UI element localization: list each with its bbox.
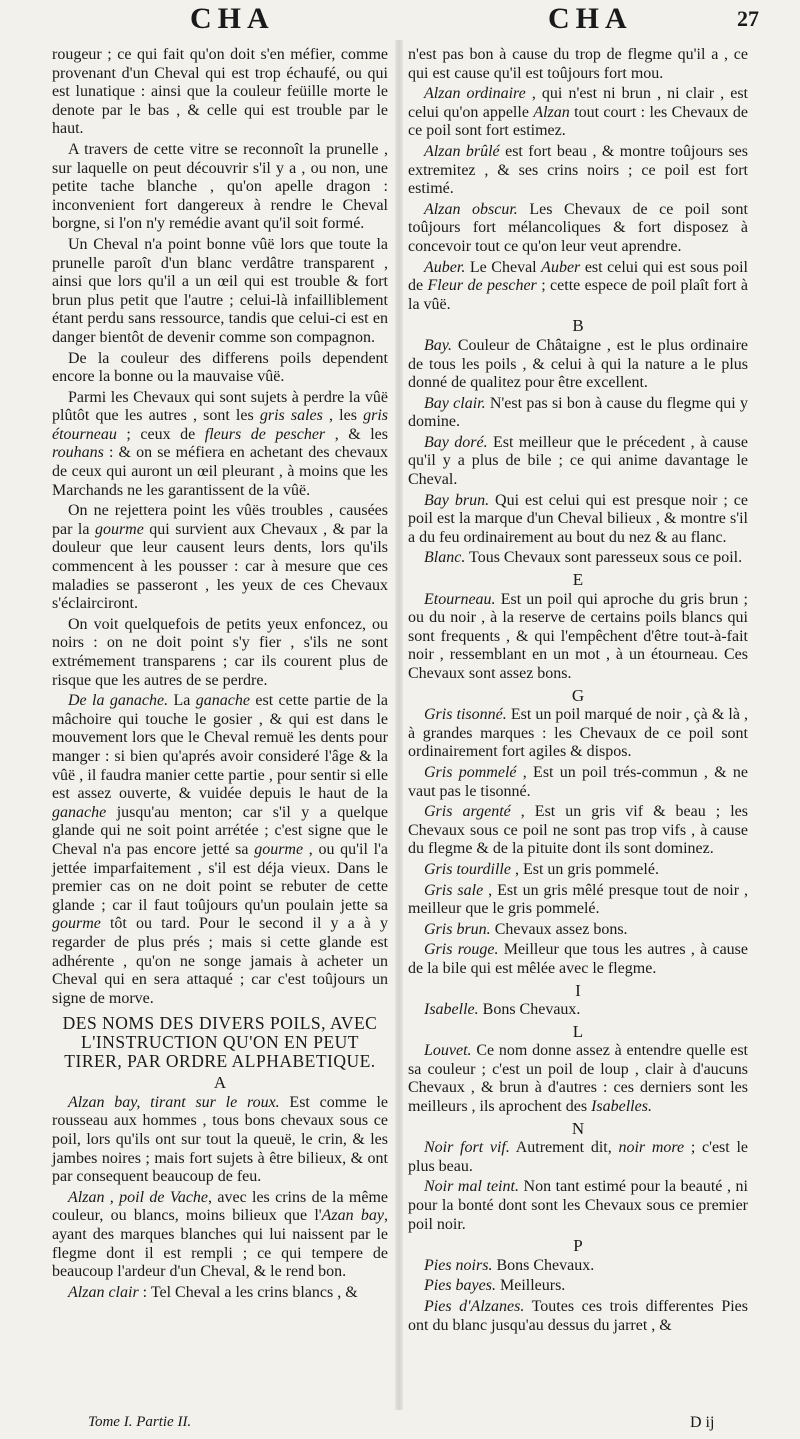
entry-paragraph: Blanc. Tous Chevaux sont paresseux sous ce poil.: [424, 549, 743, 567]
entry-paragraph: Alzan obscur. Les Chevaux de ce poil sont toûjours fort mélancoliques & fort disposez à concevoir tout ce qu'on leur veut aprendre.: [408, 200, 749, 255]
entry-paragraph: Alzan clair : Tel Cheval a les crins blancs , &: [68, 1283, 358, 1301]
paragraph: De la couleur des differens poils dependent encore la bonne ou la mauvaise vûë.: [52, 349, 388, 386]
entry-paragraph: Pies noirs. Bons Chevaux.: [424, 1256, 595, 1274]
left-column: [52, 46, 388, 1304]
entry-paragraph: Bay. Couleur de Châtaigne , est le plus ordinaire de tous les poils , & celui à qui la nature a le plus donné de qualitez pour être excellent.: [408, 336, 748, 392]
running-head-right: CHA: [548, 2, 633, 35]
alphabet-letter: L: [572, 1021, 584, 1041]
entry-paragraph: Auber. Le Cheval Auber est celui qui est sous poil de Fleur de pescher ; cette espece de poil plaît fort à la vûë.: [408, 258, 749, 313]
alphabet-letter: A: [213, 1073, 227, 1093]
section-heading: DES NOMS DES DIVERS POILS, AVEC L'INSTRUCTION QU'ON EN PEUT TIRER, PAR ORDRE ALPHABETIQUE.: [62, 1013, 378, 1072]
entry-paragraph: Louvet. Ce nom donne assez à entendre quelle est sa couleur ; c'est un poil de loup , clair à d'aucuns Chevaux , & brun à d'autres : ces derniers sont les meilleurs , ils aprochent des Isabelles.: [408, 1042, 748, 1116]
entry-paragraph: Bay doré. Est meilleur que le précedent , à cause qu'il y a plus de bile ; ce qui anime davantage le Cheval.: [408, 433, 749, 489]
alphabet-letter: P: [573, 1236, 583, 1256]
entry-paragraph: Alzan bay, tirant sur le roux. Est comme le rousseau aux hommes , tous bons chevaux sous ce poil, lors qu'ils ont sur tout la queuë, le crin, & les jambes noires ; mais fort sujets à être bilieux, & ont par consequent beaucoup de feu.: [52, 1093, 388, 1186]
entry-paragraph: Gris sale , Est un gris mêlé presque tout de noir , meilleur que le gris pommelé.: [408, 881, 748, 918]
entry-paragraph: Alzan , poil de Vache, avec les crins de la même couleur, ou blancs, moins bilieux que l'Azan bay, ayant des marques blanches qui lui naissent par le flegme dont il est rempli ; ce qui tempere de beaucoup l'ardeur d'un Cheval, & le rend bon.: [52, 1188, 388, 1281]
entry-paragraph: Alzan ordinaire , qui n'est ni brun , ni clair , est celui qu'on appelle Alzan tout court : les Chevaux de ce poil sont fort estimez.: [408, 85, 749, 140]
entry-paragraph: Etourneau. Est un poil qui aproche du gris brun ; ou du noir , à la reserve de certains poils blancs qui sont frequents , & qui l'empêchent d'être tout-à-fait noir , ressemblant en un mot , à un étourneau. Ces Chevaux sont assez bons.: [408, 590, 748, 682]
alphabet-letter: I: [575, 980, 581, 1000]
right-column: [408, 46, 748, 1337]
alphabet-letter: G: [571, 685, 585, 705]
alphabet-letter: E: [572, 570, 584, 590]
page-gutter: [395, 40, 403, 1410]
alphabet-letter: N: [571, 1118, 585, 1138]
entry-paragraph: Gris tourdille , Est un gris pommelé.: [424, 860, 659, 878]
paragraph: On ne rejettera point les vûës troubles , causées par la gourme qui survient aux Chevaux , & par la douleur que leur causent leurs dents, lors qu'ils commencent à les pousser : car à mesure que ces maladies se passeront , les yeux de ces Chevaux s'éclairciront.: [52, 502, 389, 613]
entry-paragraph: n'est pas bon à cause du trop de flegme qu'il a , ce qui est cause qu'il est toûjours fort mou.: [408, 46, 748, 82]
entry-paragraph: Noir fort vif. Autrement dit, noir more ; c'est le plus beau.: [408, 1139, 748, 1175]
page-number: 27: [737, 6, 759, 31]
paragraph: De la ganache. La ganache est cette partie de la mâchoire qui touche le gosier , & qui est dans le mouvement lors que le Cheval remuë les dents pour manger : si bien qu'aprés avoir consideré l'âge & la vûë , il faudra manier cette partie , pour sentir si elle est assez ouverte, & vuidée depuis le haut de la ganache jusqu'au menton; car s'il y a quelque glande qui ne soit point arrétée ; c'est signe que le Cheval n'a pas encore jetté sa gourme , ou qu'il l'a jettée imparfaitement , s'il est déja vieux. Dans le premier cas on ne doit point se rebuter de cette glande ; car il faut toûjours qu'un poulain jette sa gourme tôt ou tard. Pour le second il y a à y regarder de plus prés ; mais si cette glande est adhérente , qu'on ne songe jamais à acheter un Cheval qui en sera attaqué ; car c'est toûjours un signe de morve.: [52, 692, 389, 1007]
paragraph: A travers de cette vitre se reconnoît la prunelle , sur laquelle on peut découvrir s'il y a , ou non, une petite tache blanche , qu'on apelle dragon : inconvenient fort dangereux à rendre le Cheval borgne, si l'on n'y remédie avant qu'il soit formé.: [52, 140, 388, 233]
entry-paragraph: Bay brun. Qui est celui qui est presque noir ; ce poil est la marque d'un Cheval bilieux , & montre s'il a du feu ordinairement au bout du nez & au flanc.: [408, 491, 749, 546]
entry-paragraph: Gris argenté , Est un gris vif & beau ; les Chevaux sous ce poil ne sont pas trop vifs , à cause du flegme & de la pituite dont ils sont dominez.: [408, 803, 749, 858]
paragraph: rougeur ; ce qui fait qu'on doit s'en méfier, comme provenant d'un Cheval qui est trop échaufé, ou qui est lunatique : ainsi que la couleur feüille morte le denote par le bas , & celle qui est trouble par le haut.: [52, 46, 388, 138]
entry-paragraph: Gris pommelé , Est un poil trés-commun , & ne vaut pas le tisonné.: [408, 763, 748, 800]
signature-mark: D ij: [690, 1414, 715, 1431]
running-header: [0, 2, 800, 38]
paragraph: On voit quelquefois de petits yeux enfoncez, ou noirs : on ne doit point s'y fier , s'ils ne sont extrémement transparens ; car ils courent plus de risque que les autres de se perdre.: [52, 615, 388, 689]
entry-paragraph: Pies bayes. Meilleurs.: [424, 1277, 566, 1295]
entry-paragraph: Gris rouge. Meilleur que tous les autres , à cause de la bile qui est mêlée avec le flegme.: [408, 941, 748, 977]
paragraph: Un Cheval n'a point bonne vûë lors que toute la prunelle paroît d'un blanc verdâtre transparent , ainsi que lors qu'il a un œil qui est trouble & fort brun plus petit que l'autre ; celui-là infailliblement étant perdu sans ressource, tandis que celui-ci est en danger bientôt de devenir comme son compagnon.: [52, 235, 388, 346]
running-head-left: CHA: [190, 2, 275, 35]
alphabet-letter: B: [572, 316, 584, 336]
entry-paragraph: Gris brun. Chevaux assez bons.: [424, 920, 628, 938]
paragraph: Parmi les Chevaux qui sont sujets à perdre la vûë plûtôt que les autres , sont les gris sales , les gris étourneau ; ceux de fleurs de pescher , & les rouhans : & on se méfiera en achetant des chevaux de ceux qui auront un œil pleurant , à moins que les Marchands ne les garantissent de la vûë.: [52, 388, 389, 499]
volume-signature: Tome I. Partie II.: [88, 1414, 192, 1430]
entry-paragraph: Isabelle. Bons Chevaux.: [424, 1001, 581, 1019]
entry-paragraph: Alzan brûlé est fort beau , & montre toûjours ses extremitez , & ses crins noirs ; ce poil est fort estimé.: [408, 142, 748, 198]
entry-paragraph: Bay clair. N'est pas si bon à cause du flegme qui y domine.: [408, 394, 748, 431]
entry-paragraph: Pies d'Alzanes. Toutes ces trois differentes Pies ont du blanc jusqu'au dessus du jarret , &: [408, 1298, 748, 1334]
entry-paragraph: Gris tisonné. Est un poil marqué de noir , çà & là , à grandes marques : les Chevaux de ce poil sont ordinairement fort agiles & dispos.: [408, 706, 748, 761]
page-footer: [0, 1414, 800, 1436]
entry-paragraph: Noir mal teint. Non tant estimé pour la beauté , ni pour la bonté dont sont les Chevaux sous ce premier poil noir.: [408, 1178, 748, 1233]
